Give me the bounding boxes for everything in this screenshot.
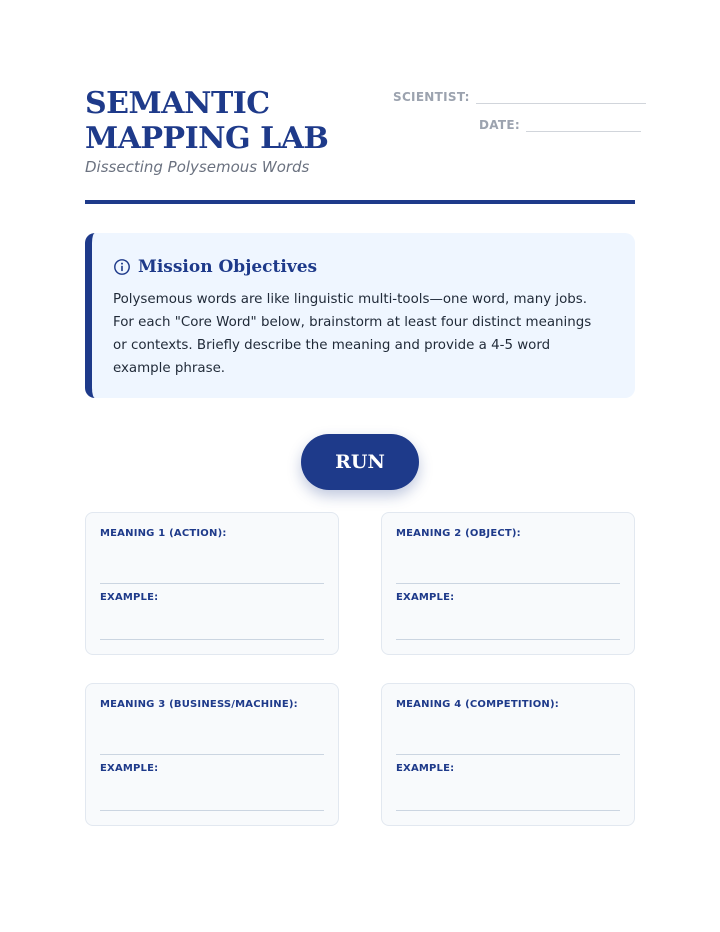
example-input[interactable] xyxy=(396,639,620,640)
example-input[interactable] xyxy=(100,810,324,811)
mission-objectives-panel xyxy=(85,233,635,398)
meaning-card-1 xyxy=(85,512,339,655)
example-input[interactable] xyxy=(100,639,324,640)
scientist-field-row xyxy=(393,86,646,104)
date-field-row xyxy=(479,114,641,132)
meaning-label: MEANING 4 (COMPETITION): xyxy=(396,699,559,710)
example-label: EXAMPLE: xyxy=(100,592,159,603)
scientist-input[interactable] xyxy=(476,86,646,104)
page-title: SEMANTIC MAPPING LAB xyxy=(85,86,329,156)
info-icon xyxy=(113,258,131,276)
meaning-card-3 xyxy=(85,683,339,826)
meaning-input[interactable] xyxy=(100,583,324,584)
date-label: DATE: xyxy=(479,118,520,132)
meaning-label: MEANING 3 (BUSINESS/MACHINE): xyxy=(100,699,298,710)
mission-title: Mission Objectives xyxy=(138,257,318,277)
meaning-input[interactable] xyxy=(396,583,620,584)
date-input[interactable] xyxy=(526,114,641,132)
meaning-card-2 xyxy=(381,512,635,655)
meaning-input[interactable] xyxy=(100,754,324,755)
core-word-button[interactable]: RUN xyxy=(301,434,419,490)
scientist-label: SCIENTIST: xyxy=(393,90,470,104)
example-label: EXAMPLE: xyxy=(100,763,159,774)
meaning-label: MEANING 2 (OBJECT): xyxy=(396,528,521,539)
meaning-input[interactable] xyxy=(396,754,620,755)
header-divider xyxy=(85,200,635,204)
meaning-label: MEANING 1 (ACTION): xyxy=(100,528,227,539)
example-label: EXAMPLE: xyxy=(396,592,455,603)
example-input[interactable] xyxy=(396,810,620,811)
page-subtitle: Dissecting Polysemous Words xyxy=(85,158,310,176)
example-label: EXAMPLE: xyxy=(396,763,455,774)
worksheet-page xyxy=(85,0,635,932)
mission-header xyxy=(113,255,605,279)
worksheet-header xyxy=(85,86,635,206)
meaning-card-4 xyxy=(381,683,635,826)
mission-text: Polysemous words are like linguistic multi-tools—one word, many jobs. For each "Core Word" below, brainstorm at least four distinct meanings or contexts. Briefly describe the meaning and provide a 4-5 word example phrase. xyxy=(113,292,592,376)
